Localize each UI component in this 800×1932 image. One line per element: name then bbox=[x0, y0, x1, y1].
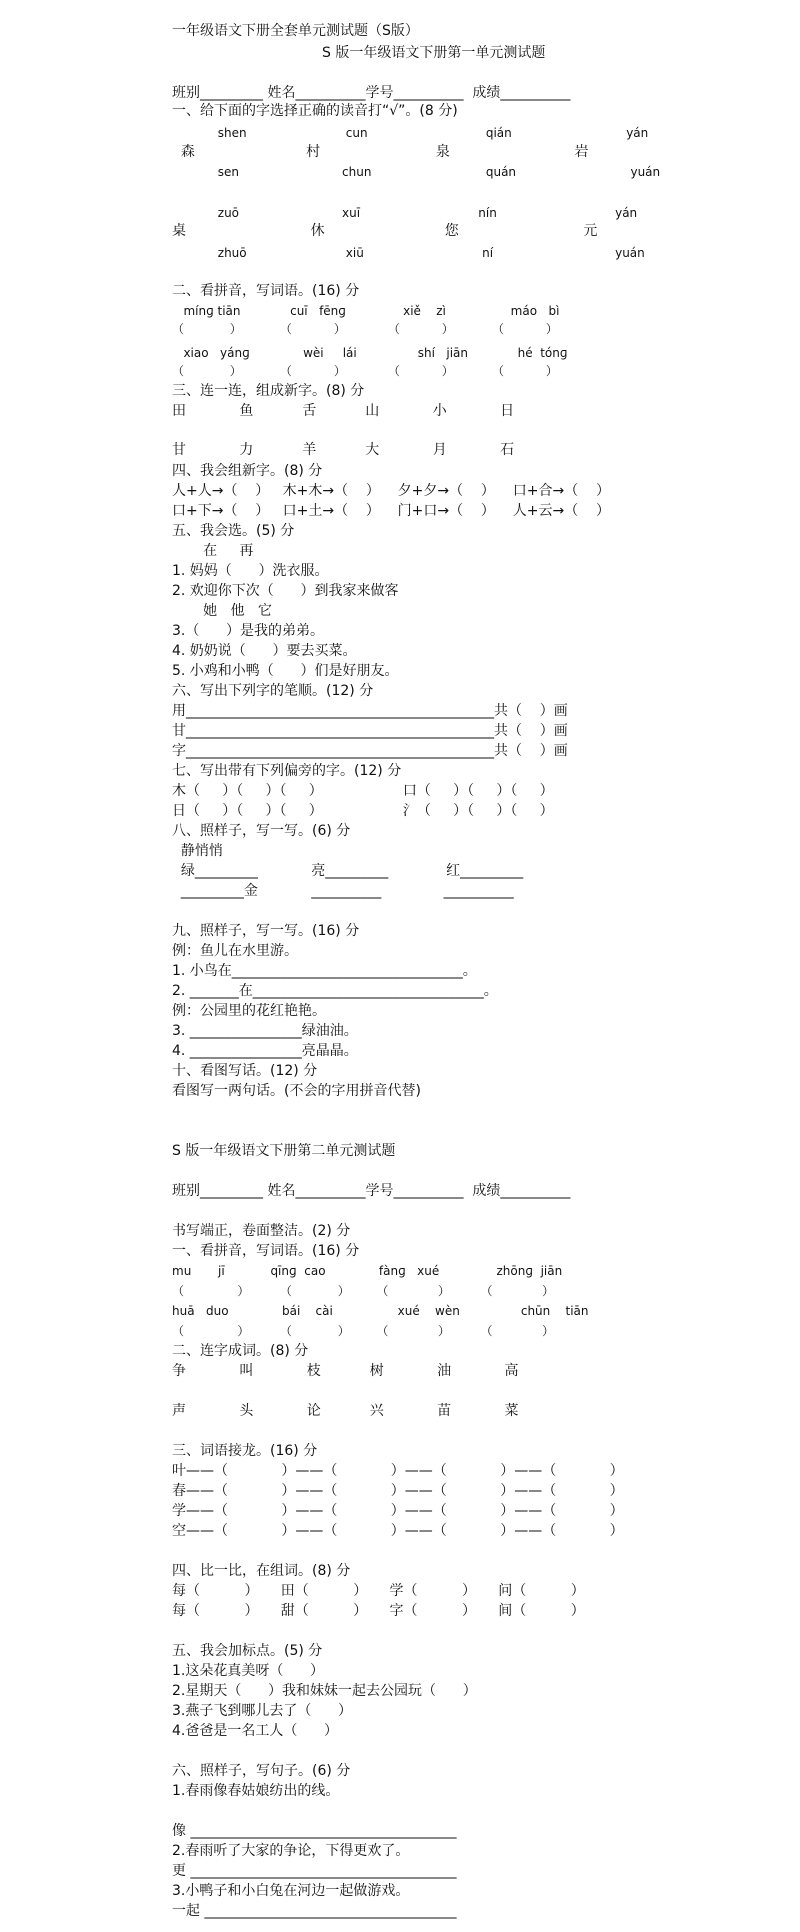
u1-q5-item: 2. 欢迎你下次（ ）到我家来做客 bbox=[172, 583, 399, 599]
u1-q1-heading: 一、给下面的字选择正确的读音打“√”。(8 分) bbox=[172, 103, 458, 119]
u1-q2-row: （ ） （ ） （ ） （ ） bbox=[172, 322, 558, 336]
u1-q4-heading: 四、我会组新字。(8) 分 bbox=[172, 463, 323, 479]
u1-q6-row: 甘____________________________________________共（ ）画 bbox=[172, 723, 568, 739]
u1-q4-row: 口+下→（ ） 口+土→（ ） 门+口→（ ） 人+云→（ ） bbox=[172, 503, 610, 519]
u1-q9-item: 1. 小鸟在_________________________________。 bbox=[172, 963, 477, 979]
u1-q9-item: 3. ________________绿油油。 bbox=[172, 1023, 358, 1039]
u1-q1-row: 桌 休 您 元 bbox=[172, 223, 598, 239]
u1-q6-heading: 六、写出下列字的笔顺。(12) 分 bbox=[172, 683, 374, 699]
u1-q5-item: 3.（ ）是我的弟弟。 bbox=[172, 623, 325, 639]
u2-q1-row: huā duo bái cài xué wèn chūn tiān bbox=[172, 1304, 589, 1318]
u1-q9-example: 例：鱼儿在水里游。 bbox=[172, 943, 298, 959]
u1-q9-heading: 九、照样子，写一写。(16) 分 bbox=[172, 923, 360, 939]
unit2-student-info: 班别_________ 姓名__________学号__________ 成绩__________ bbox=[172, 1183, 571, 1199]
u2-q3-heading: 三、词语接龙。(16) 分 bbox=[172, 1443, 318, 1459]
u1-q10-heading: 十、看图写话。(12) 分 bbox=[172, 1063, 318, 1079]
u2-q2-row: 声 头 论 兴 苗 菜 bbox=[172, 1403, 519, 1419]
u1-q9-example: 例：公园里的花红艳艳。 bbox=[172, 1003, 326, 1019]
u2-q6-heading: 六、照样子，写句子。(6) 分 bbox=[172, 1763, 351, 1779]
u2-q5-item: 4.爸爸是一名工人（ ） bbox=[172, 1723, 339, 1739]
u2-q1-row: mu jī qīnɡ cao fànɡ xué zhōnɡ jiān bbox=[172, 1264, 563, 1278]
u2-q6-example: 1.春雨像春姑娘纺出的线。 bbox=[172, 1783, 340, 1799]
u1-q5-item: 4. 奶奶说（ ）要去买菜。 bbox=[172, 643, 357, 659]
u2-q6-answer: 更 ______________________________________ bbox=[172, 1863, 457, 1879]
u2-q5-item: 3.燕子飞到哪儿去了（ ） bbox=[172, 1703, 353, 1719]
u2-neatness: 书写端正，卷面整洁。(2) 分 bbox=[172, 1223, 351, 1239]
u2-q1-row: （ ） （ ） （ ） （ ） bbox=[172, 1324, 555, 1338]
document-title: 一年级语文下册全套单元测试题（S版） bbox=[172, 23, 419, 39]
u1-q3-row: 田 鱼 舌 山 小 日 bbox=[172, 403, 515, 419]
u1-q9-item: 2. _______在_________________________________。 bbox=[172, 983, 498, 999]
u1-q8-heading: 八、照样子，写一写。(6) 分 bbox=[172, 823, 351, 839]
u1-q1-row: shen cun qián yán bbox=[172, 126, 649, 140]
u2-q6-answer: 一起 ____________________________________ bbox=[172, 1903, 457, 1919]
u1-q2-row: mínɡ tiān cuī fēnɡ xiě zì máo bì bbox=[172, 304, 560, 318]
unit1-title: S 版一年级语文下册第一单元测试题 bbox=[322, 45, 546, 61]
u1-q3-row: 甘 力 羊 大 月 石 bbox=[172, 442, 515, 458]
u2-q3-row: 空——（ ）——（ ）——（ ）——（ ） bbox=[172, 1523, 624, 1539]
u1-q1-row: 森 村 泉 岩 bbox=[172, 144, 589, 160]
u2-q4-row: 每（ ） 甜（ ） 字（ ） 间（ ） bbox=[172, 1603, 585, 1619]
u1-q4-row: 人+人→（ ） 木+木→（ ） 夕+夕→（ ） 口+合→（ ） bbox=[172, 483, 610, 499]
u2-q4-row: 每（ ） 田（ ） 学（ ） 问（ ） bbox=[172, 1583, 585, 1599]
u2-q5-item: 1.这朵花真美呀（ ） bbox=[172, 1663, 325, 1679]
u1-q10-text: 看图写一两句话。(不会的字用拼音代替) bbox=[172, 1083, 421, 1099]
u1-q5-heading: 五、我会选。(5) 分 bbox=[172, 523, 295, 539]
u1-q1-row: zhuō xiū ní yuán bbox=[172, 246, 645, 260]
unit1-student-info: 班别_________ 姓名__________学号__________ 成绩__________ bbox=[172, 85, 571, 101]
u2-q3-row: 学——（ ）——（ ）——（ ）——（ ） bbox=[172, 1503, 624, 1519]
u1-q7-heading: 七、写出带有下列偏旁的字。(12) 分 bbox=[172, 763, 402, 779]
u2-q2-row: 争 叫 枝 树 油 高 bbox=[172, 1363, 519, 1379]
u1-q2-heading: 二、看拼音，写词语。(16) 分 bbox=[172, 283, 360, 299]
u1-q5-choices: 她 他 它 bbox=[172, 603, 272, 619]
u2-q3-row: 春——（ ）——（ ）——（ ）——（ ） bbox=[172, 1483, 624, 1499]
u1-q2-row: （ ） （ ） （ ） （ ） bbox=[172, 364, 558, 378]
u2-q6-answer: 像 ______________________________________ bbox=[172, 1823, 457, 1839]
u2-q6-example: 2.春雨听了大家的争论，下得更欢了。 bbox=[172, 1843, 410, 1859]
u1-q6-row: 用____________________________________________共（ ）画 bbox=[172, 703, 568, 719]
u2-q5-item: 2.星期天（ ）我和妹妹一起去公园玩（ ） bbox=[172, 1683, 477, 1699]
u1-q7-row: 木（ ）（ ）（ ） 口（ ）（ ）（ ） bbox=[172, 783, 554, 799]
u1-q8-row: 静悄悄 bbox=[172, 843, 223, 859]
u1-q5-item: 5. 小鸡和小鸭（ ）们是好朋友。 bbox=[172, 663, 399, 679]
u1-q3-heading: 三、连一连，组成新字。(8) 分 bbox=[172, 383, 365, 399]
u2-q2-heading: 二、连字成词。(8) 分 bbox=[172, 1343, 309, 1359]
u1-q5-choices: 在 再 bbox=[172, 543, 254, 559]
u1-q1-row: zuō xuī nín yán bbox=[172, 206, 638, 220]
u2-q5-heading: 五、我会加标点。(5) 分 bbox=[172, 1643, 323, 1659]
u1-q2-row: xiao yánɡ wèi lái shí jiān hé tónɡ bbox=[172, 346, 568, 360]
u1-q9-item: 4. ________________亮晶晶。 bbox=[172, 1043, 358, 1059]
u2-q1-row: （ ） （ ） （ ） （ ） bbox=[172, 1284, 555, 1298]
u1-q8-row: 绿_________ 亮_________ 红_________ bbox=[172, 863, 524, 879]
unit2-title: S 版一年级语文下册第二单元测试题 bbox=[172, 1143, 396, 1159]
u1-q6-row: 字____________________________________________共（ ）画 bbox=[172, 743, 568, 759]
u1-q1-row: sen chun quán yuán bbox=[172, 165, 661, 179]
u1-q5-item: 1. 妈妈（ ）洗衣服。 bbox=[172, 563, 329, 579]
u2-q6-example: 3.小鸭子和小白兔在河边一起做游戏。 bbox=[172, 1883, 410, 1899]
u2-q3-row: 叶——（ ）——（ ）——（ ）——（ ） bbox=[172, 1463, 624, 1479]
u1-q7-row: 日（ ）（ ）（ ） 氵（ ）（ ）（ ） bbox=[172, 803, 554, 819]
u2-q1-heading: 一、看拼音，写词语。(16) 分 bbox=[172, 1243, 360, 1259]
u1-q8-row: _________金 __________ __________ bbox=[172, 883, 514, 899]
u2-q4-heading: 四、比一比，在组词。(8) 分 bbox=[172, 1563, 351, 1579]
